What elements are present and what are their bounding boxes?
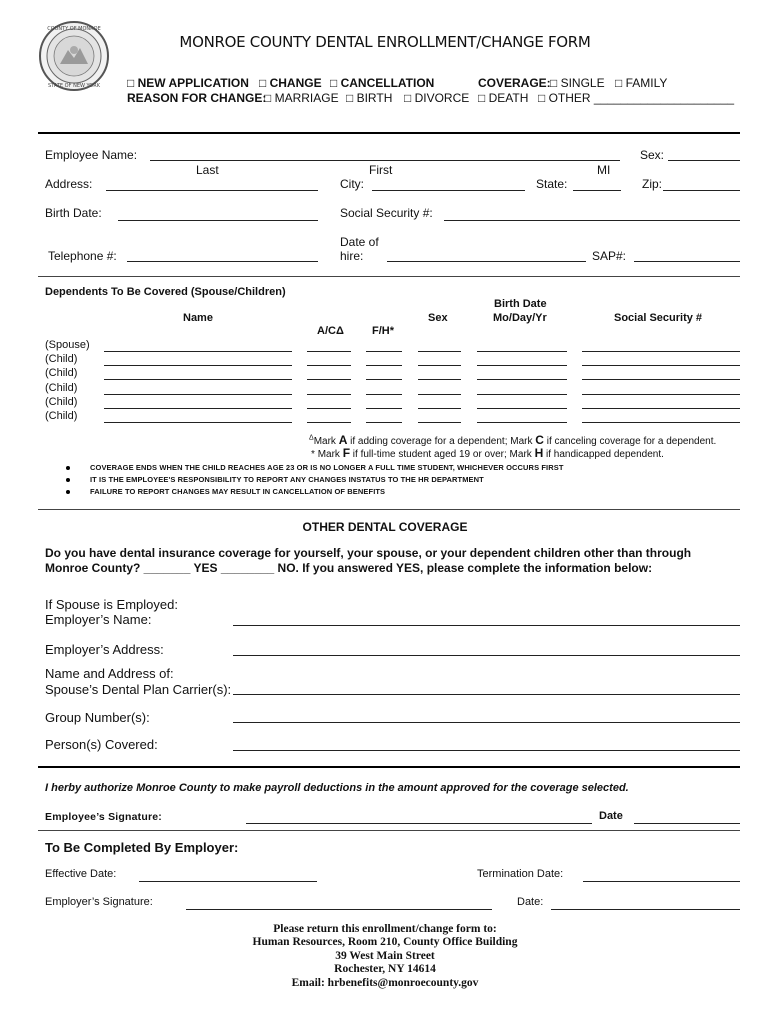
employer-address-field[interactable]: [233, 655, 740, 656]
col-sex-header: Sex: [428, 312, 448, 324]
group-number-field[interactable]: [233, 722, 740, 723]
dependent-row-label: (Child): [45, 381, 78, 394]
dependent-ac-field[interactable]: [307, 351, 351, 352]
dependent-birth-field[interactable]: [477, 379, 567, 380]
notice-failure: FAILURE TO REPORT CHANGES MAY RESULT IN CANCELLATION OF BENEFITS: [90, 487, 386, 496]
notice-report-changes: IT IS THE EMPLOYEE'S RESPONSIBILITY TO REPORT ANY CHANGES INSTATUS TO THE HR DEPARTMENT: [90, 475, 484, 484]
dependent-fh-field[interactable]: [366, 408, 402, 409]
col-fh-header: F/H*: [372, 325, 394, 337]
dependent-ac-field[interactable]: [307, 365, 351, 366]
divider: [38, 509, 740, 510]
dependent-ssn-field[interactable]: [582, 408, 740, 409]
return-instructions: Please return this enrollment/change form to:: [273, 923, 497, 935]
dependent-row-label: (Spouse): [45, 339, 90, 351]
county-seal-logo: [38, 20, 110, 92]
dependent-ac-field[interactable]: [307, 394, 351, 395]
dependent-birth-field[interactable]: [477, 394, 567, 395]
first-caption: First: [369, 163, 393, 177]
return-address: [0, 923, 770, 990]
employer-signature-label: Employer’s Signature:: [45, 896, 153, 908]
signature-date-label: Date: [599, 810, 623, 822]
employee-signature-field[interactable]: [246, 823, 592, 824]
sap-label: SAP#:: [592, 249, 627, 263]
dependent-ac-field[interactable]: [307, 408, 351, 409]
group-number-label: Group Number(s):: [45, 710, 150, 725]
sex-label: Sex:: [640, 148, 665, 162]
coverage-label: COVERAGE:: [478, 76, 551, 90]
dependent-ssn-field[interactable]: [582, 379, 740, 380]
dependent-fh-field[interactable]: [366, 394, 402, 395]
dependent-row-label: (Child): [45, 395, 78, 408]
dependent-name-field[interactable]: [104, 394, 292, 395]
address-label: Address:: [45, 177, 93, 191]
col-birth-format: Mo/Day/Yr: [493, 312, 547, 324]
other-coverage-title: OTHER DENTAL COVERAGE: [302, 520, 468, 534]
birth-date-field[interactable]: [118, 220, 318, 221]
option-cancellation[interactable]: □ CANCELLATION: [330, 76, 435, 90]
notice-age-limit: COVERAGE ENDS WHEN THE CHILD REACHES AGE 23 OR IS NO LONGER A FULL TIME STUDENT, WHICHEVER OCCURS FIRST: [90, 463, 564, 472]
persons-covered-field[interactable]: [233, 750, 740, 751]
carrier-label: Spouse’s Dental Plan Carrier(s):: [45, 682, 232, 697]
option-birth[interactable]: □ BIRTH: [346, 91, 393, 105]
employer-section-title: To Be Completed By Employer:: [45, 840, 239, 855]
termination-date-field[interactable]: [583, 881, 740, 882]
option-marriage[interactable]: □ MARRIAGE: [264, 91, 339, 105]
employee-signature-label: Employee’s Signature:: [45, 811, 163, 823]
form-title: MONROE COUNTY DENTAL ENROLLMENT/CHANGE FORM: [179, 33, 591, 51]
option-change[interactable]: □ CHANGE: [259, 76, 322, 90]
note-student-handicap: * Mark F if full-time student aged 19 or over; Mark H if handicapped dependent.: [311, 446, 664, 460]
return-street: 39 West Main Street: [335, 949, 435, 962]
dependent-birth-field[interactable]: [477, 408, 567, 409]
dependent-row-label: (Child): [45, 367, 78, 380]
dependent-fh-field[interactable]: [366, 422, 402, 423]
birth-date-label: Birth Date:: [45, 206, 102, 220]
dependent-fh-field[interactable]: [366, 379, 402, 380]
ssn-label: Social Security #:: [340, 206, 433, 220]
dependent-ssn-field[interactable]: [582, 422, 740, 423]
sap-field[interactable]: [634, 261, 740, 262]
option-family[interactable]: □ FAMILY: [615, 76, 668, 90]
spouse-employed-label: If Spouse is Employed:: [45, 597, 178, 612]
signature-date-field[interactable]: [634, 823, 740, 824]
svg-text:STATE OF NEW YORK: STATE OF NEW YORK: [48, 83, 100, 89]
name-address-of-label: Name and Address of:: [45, 666, 174, 681]
divider: [38, 830, 740, 831]
divider: [38, 132, 740, 134]
dependent-row-label: (Child): [45, 410, 78, 422]
persons-covered-label: Person(s) Covered:: [45, 737, 158, 752]
last-caption: Last: [196, 163, 219, 177]
mi-caption: MI: [597, 163, 611, 177]
dependent-name-field[interactable]: [104, 351, 292, 352]
employer-name-field[interactable]: [233, 625, 740, 626]
svg-text:COUNTY OF MONROE: COUNTY OF MONROE: [47, 26, 101, 32]
dependent-ssn-field[interactable]: [582, 365, 740, 366]
termination-date-label: Termination Date:: [477, 868, 564, 880]
option-single[interactable]: □ SINGLE: [550, 76, 605, 90]
sex-field[interactable]: [668, 160, 740, 161]
dependent-sex-field[interactable]: [418, 422, 461, 423]
dependent-ac-field[interactable]: [307, 422, 351, 423]
telephone-label: Telephone #:: [48, 249, 117, 263]
employee-name-label: Employee Name:: [45, 148, 138, 162]
dependent-name-field[interactable]: [104, 422, 292, 423]
dependent-sex-field[interactable]: [418, 365, 461, 366]
option-new-application[interactable]: □ NEW APPLICATION: [127, 76, 249, 90]
bullet-dot: [66, 490, 70, 494]
reason-label: REASON FOR CHANGE:: [127, 91, 267, 105]
col-name-header: Name: [183, 312, 213, 324]
hire-date-field[interactable]: [387, 261, 586, 262]
employer-name-label: Employer’s Name:: [45, 612, 152, 627]
note-add-cancel: $^\Delta$Mark A if adding coverage for a dependent; Mark C if canceling coverage for a dependent.: [309, 433, 717, 447]
carrier-field[interactable]: [233, 694, 740, 695]
authorization-text: I herby authorize Monroe County to make payroll deductions in the amount approved for the coverage selected.: [45, 782, 629, 794]
city-field[interactable]: [372, 190, 525, 191]
dependent-ssn-field[interactable]: [582, 394, 740, 395]
employee-name-field[interactable]: [150, 160, 620, 161]
hire-label: hire:: [340, 249, 364, 263]
bullet-dot: [66, 478, 70, 482]
dependent-sex-field[interactable]: [418, 394, 461, 395]
dependent-sex-field[interactable]: [418, 408, 461, 409]
dependent-fh-field[interactable]: [366, 365, 402, 366]
effective-date-field[interactable]: [139, 881, 317, 882]
option-divorce[interactable]: □ DIVORCE: [404, 91, 470, 105]
dependent-ssn-field[interactable]: [582, 351, 740, 352]
dependent-fh-field[interactable]: [366, 351, 402, 352]
divider: [38, 276, 740, 277]
dependent-name-field[interactable]: [104, 365, 292, 366]
divider: [38, 766, 740, 768]
telephone-field[interactable]: [127, 261, 318, 262]
employer-date-field[interactable]: [551, 909, 740, 910]
bullet-dot: [66, 466, 70, 470]
effective-date-label: Effective Date:: [45, 868, 117, 880]
state-field[interactable]: [573, 190, 621, 191]
dependent-birth-field[interactable]: [477, 351, 567, 352]
option-death[interactable]: □ DEATH: [478, 91, 529, 105]
col-ssn-header: Social Security #: [614, 312, 703, 324]
col-birth-header: Birth Date: [494, 298, 547, 310]
zip-label: Zip:: [642, 177, 663, 191]
ssn-field[interactable]: [444, 220, 740, 221]
dependents-title: Dependents To Be Covered (Spouse/Children): [45, 286, 286, 298]
employer-date-label: Date:: [517, 896, 544, 908]
dependent-birth-field[interactable]: [477, 422, 567, 423]
state-label: State:: [536, 177, 568, 191]
other-coverage-question: Do you have dental insurance coverage for yourself, your spouse, or your dependent children other than through Monroe County? _______ YES ________ NO. If you answered YES, please complete the information below:: [45, 546, 692, 575]
employer-signature-field[interactable]: [186, 909, 492, 910]
city-label: City:: [340, 177, 364, 191]
return-email[interactable]: Email: hrbenefits@monroecounty.gov: [291, 976, 479, 989]
option-other[interactable]: □ OTHER _____________________: [538, 91, 735, 105]
dependent-row-label: (Child): [45, 353, 78, 366]
col-ac-header: A/CΔ: [317, 325, 344, 337]
address-field[interactable]: [106, 190, 318, 191]
employer-address-label: Employer’s Address:: [45, 642, 164, 657]
date-of-label: Date of: [340, 235, 379, 249]
return-office: Human Resources, Room 210, County Office Building: [252, 936, 518, 949]
dependent-name-field[interactable]: [104, 408, 292, 409]
return-city: Rochester, NY 14614: [334, 963, 436, 976]
dependent-sex-field[interactable]: [418, 379, 461, 380]
dependent-ac-field[interactable]: [307, 379, 351, 380]
zip-field[interactable]: [663, 190, 740, 191]
dependent-birth-field[interactable]: [477, 365, 567, 366]
dependent-sex-field[interactable]: [418, 351, 461, 352]
dependent-name-field[interactable]: [104, 379, 292, 380]
